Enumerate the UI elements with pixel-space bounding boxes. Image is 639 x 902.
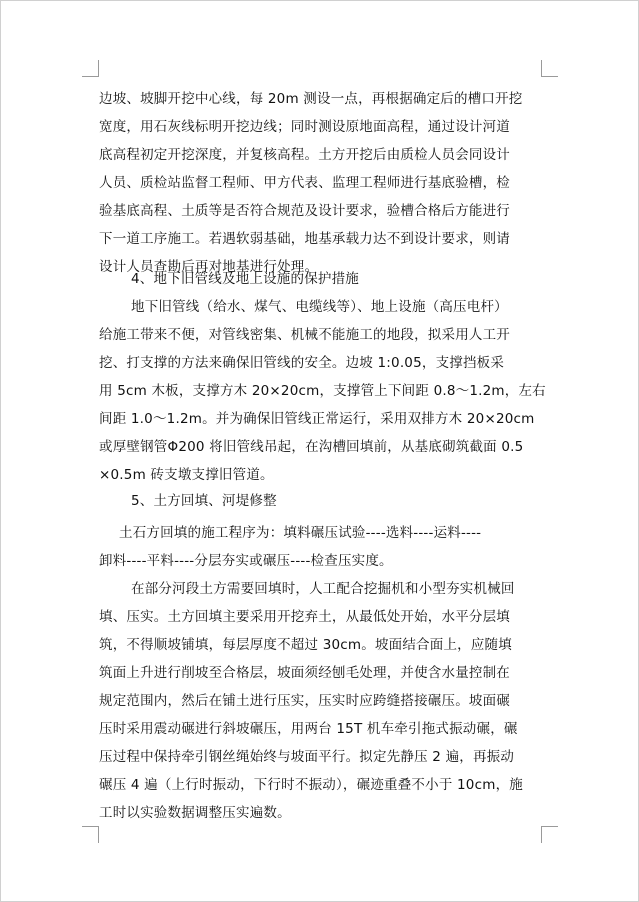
text-line: 用 5cm 木板，支撑方木 20×20cm，支撑管上下间距 0.8～1.2m，左右 (99, 383, 546, 399)
document-body (99, 85, 543, 281)
text-line: 或厚壁钢管Φ200 将旧管线吊起，在沟槽回填前，从基底砌筑截面 0.5 (99, 439, 524, 455)
text-line: 在部分河段土方需要回填时，人工配合挖掘机和小型夯实机械回 (131, 581, 515, 597)
text-line: 边坡、坡脚开挖中心线，每 20m 测设一点，再根据确定后的槽口开挖 (99, 91, 523, 107)
page-corner-mark-top-left (82, 60, 99, 77)
text-line: 下一道工序施工。若遇软弱基础，地基承载力达不到设计要求，则请 (99, 231, 510, 247)
text-line: 规定范围内，然后在铺土进行压实，压实时应跨缝搭接碾压。坡面碾 (99, 693, 510, 709)
text-line: 设计人员查勘后再对地基进行处理。 (99, 259, 319, 275)
text-line: 土石方回填的施工程序为：填料碾压试验----选料----运料---- (119, 525, 482, 541)
text-line: 人员、质检站监督工程师、甲方代表、监理工程师进行基底验槽，检 (99, 175, 510, 191)
text-line: 底高程初定开挖深度，并复核高程。土方开挖后由质检人员会同设计 (99, 147, 510, 163)
text-line: 筑面上升进行削坡至合格层，坡面须经刨毛处理，并使含水量控制在 (99, 665, 510, 681)
text-line: 挖、打支撑的方法来确保旧管线的安全。边坡 1:0.05，支撑挡板采 (99, 355, 505, 371)
page-corner-mark-bottom-left (82, 826, 99, 843)
text-line: 宽度，用石灰线标明开挖边线；同时测设原地面高程，通过设计河道 (99, 119, 510, 135)
paragraph-4-body (99, 321, 546, 489)
backfill-procedure-first-line (119, 519, 545, 547)
section-heading-5 (131, 487, 575, 515)
page-corner-mark-bottom-right (541, 826, 558, 843)
section-heading: 5、土方回填、河堤修整 (131, 493, 277, 509)
section-heading: 4、地下旧管线及地上设施的保护措施 (131, 271, 359, 287)
text-line: 地下旧管线（给水、煤气、电缆线等）、地上设施（高压电杆） (131, 299, 508, 315)
paragraph-5-first-line (131, 575, 575, 603)
paragraph-4-first-line (131, 293, 575, 321)
text-line: 工时以实验数据调整压实遍数。 (99, 805, 291, 821)
text-line: 碾压 4 遍（上行时振动，下行时不振动），碾迹重叠不小于 10cm，施 (99, 777, 523, 793)
text-line: 压时采用震动碾进行斜坡碾压，用两台 15T 机车牵引拖式振动碾，碾 (99, 721, 518, 737)
page-corner-mark-top-right (541, 60, 558, 77)
text-line: 筑，不得顺坡铺填，每层厚度不超过 30cm。坡面结合面上，应随填 (99, 637, 512, 653)
section-heading-4 (131, 265, 575, 293)
text-line: 给施工带来不便，对管线密集、机械不能施工的地段，拟采用人工开 (99, 327, 510, 343)
paragraph-5-body (99, 603, 543, 827)
backfill-procedure-second-line (99, 547, 543, 575)
text-line: 间距 1.0～1.2m。并为确保旧管线正常运行，采用双排方木 20×20cm (99, 411, 535, 427)
text-line: 验基底高程、土质等是否符合规范及设计要求，验槽合格后方能进行 (99, 203, 510, 219)
text-line: 压过程中保持牵引钢丝绳始终与坡面平行。拟定先静压 2 遍，再振动 (99, 749, 515, 765)
text-line: 填、压实。土方回填主要采用开挖弃土，从最低处开始，水平分层填 (99, 609, 510, 625)
text-line: 卸料----平料----分层夯实或碾压----检查压实度。 (99, 553, 393, 569)
text-line: ×0.5m 砖支墩支撑旧管道。 (99, 467, 274, 483)
